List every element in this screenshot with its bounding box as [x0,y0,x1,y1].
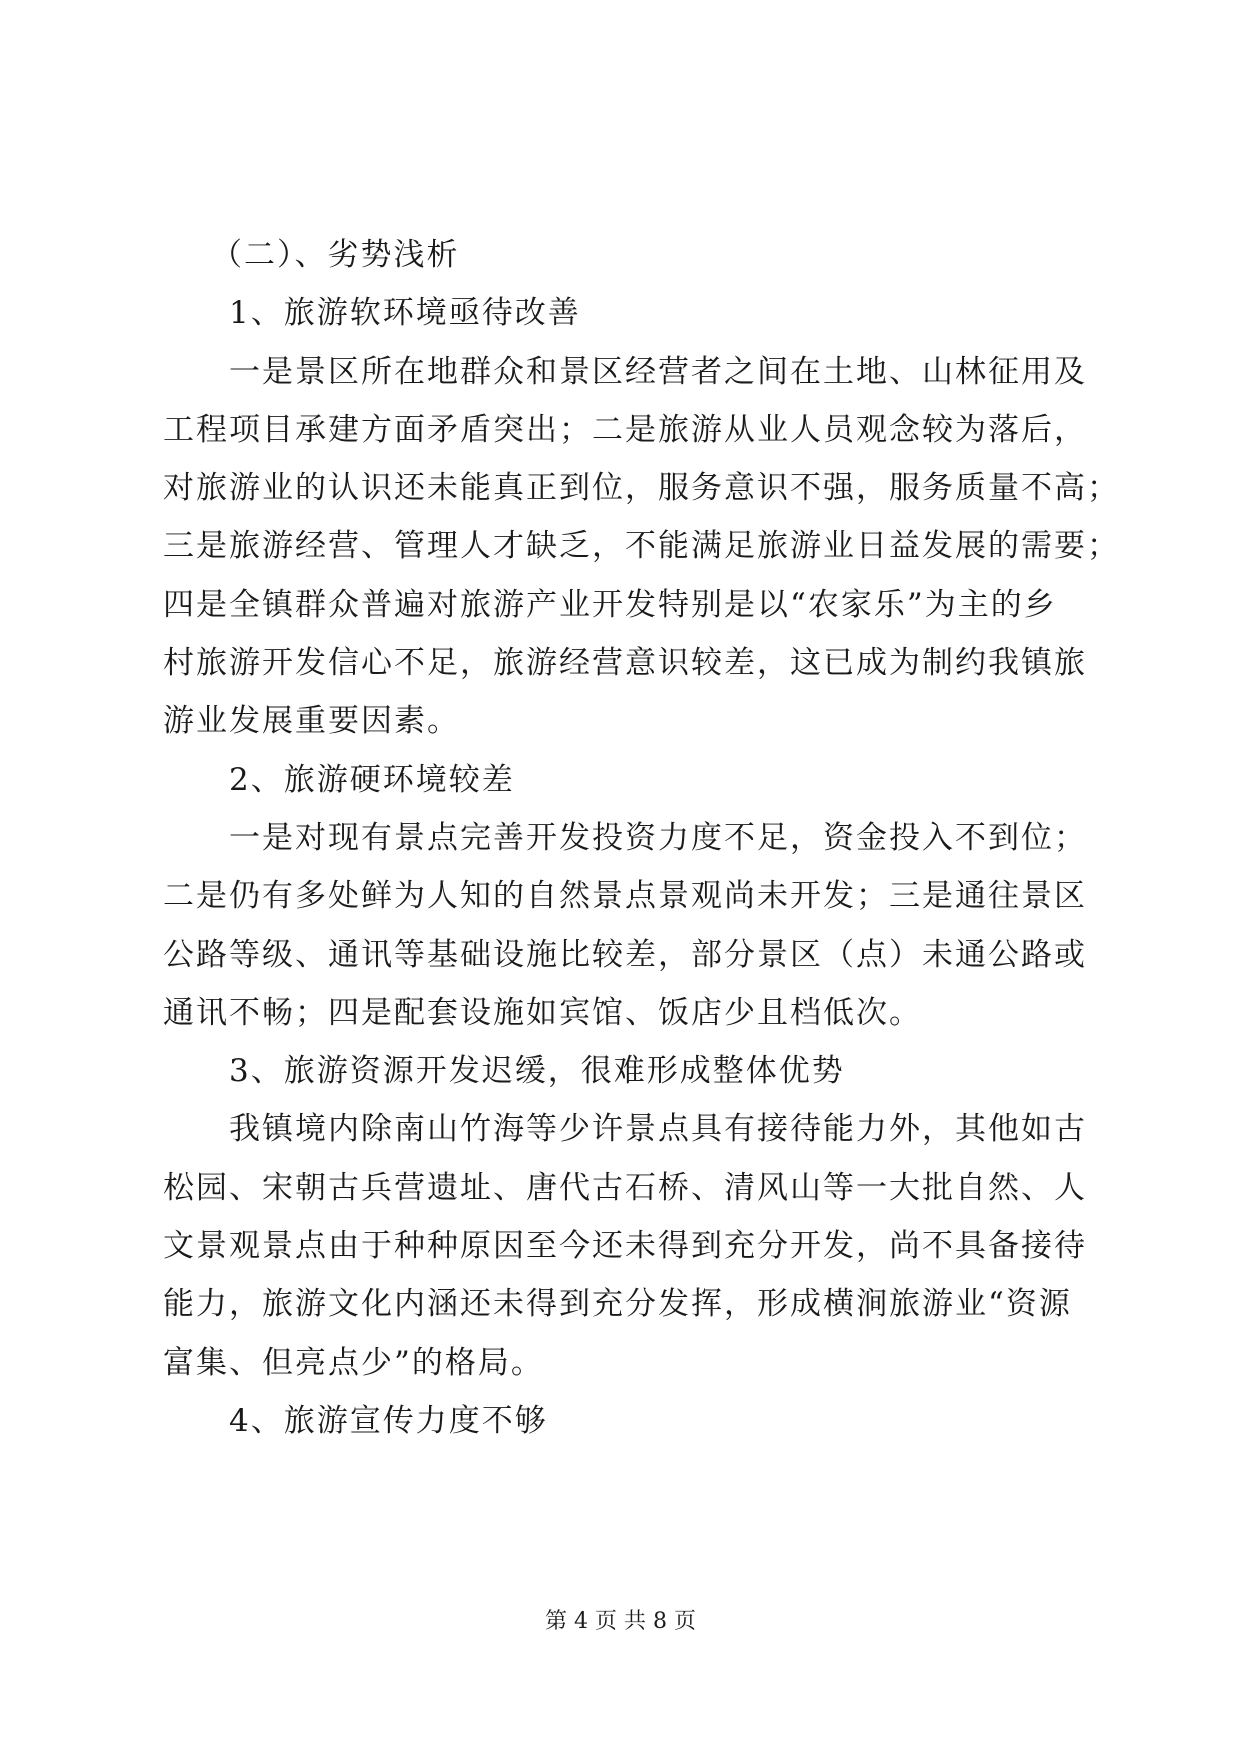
section-heading: （二）、劣势浅析 [211,237,460,273]
paragraph-line: 通讯不畅；四是配套设施如宾馆、饭店少且档低次。 [163,994,922,1031]
paragraph-line: 工程项目承建方面矛盾突出；二是旅游从业人员观念较为落后， [163,411,1087,448]
subheading-2: 2、旅游硬环境较差 [163,761,515,798]
page-number-label: 第 4 页 共 8 页 [545,1609,696,1634]
paragraph-line: 一是景区所在地群众和景区经营者之间在土地、山林征用及 [163,353,1087,390]
paragraph-line: 公路等级、通讯等基础设施比较差，部分景区（点）未通公路或 [163,936,1087,973]
paragraph-line: 对旅游业的认识还未能真正到位，服务意识不强，服务质量不高； [163,470,1120,507]
paragraph-line: 三是旅游经营、管理人才缺乏，不能满足旅游业日益发展的需要； [163,528,1120,565]
paragraph-line: 能力，旅游文化内涵还未得到充分发挥，形成横涧旅游业“资源 [163,1286,1072,1323]
paragraph-line: 松园、宋朝古兵营遗址、唐代古石桥、清风山等一大批自然、人 [163,1169,1087,1206]
subheading-3: 3、旅游资源开发迟缓，很难形成整体优势 [163,1053,845,1090]
paragraph-line: 我镇境内除南山竹海等少许景点具有接待能力外，其他如古 [163,1111,1087,1148]
subheading-4: 4、旅游宣传力度不够 [163,1402,548,1439]
paragraph-line: 四是全镇群众普遍对旅游产业开发特别是以“农家乐”为主的乡 [163,586,1057,623]
subheading-1: 1、旅游软环境亟待改善 [163,295,581,332]
paragraph-line: 二是仍有多处鲜为人知的自然景点景观尚未开发；三是通往景区 [163,878,1087,915]
page-footer [0,1604,1241,1635]
document-body [163,226,1120,1450]
paragraph-line: 游业发展重要因素。 [163,703,460,740]
paragraph-line: 富集、但亮点少”的格局。 [163,1344,544,1381]
paragraph-line: 村旅游开发信心不足，旅游经营意识较差，这已成为制约我镇旅 [163,645,1087,682]
paragraph-line: 文景观景点由于种种原因至今还未得到充分开发，尚不具备接待 [163,1228,1087,1265]
paragraph-line: 一是对现有景点完善开发投资力度不足，资金投入不到位； [163,819,1087,856]
